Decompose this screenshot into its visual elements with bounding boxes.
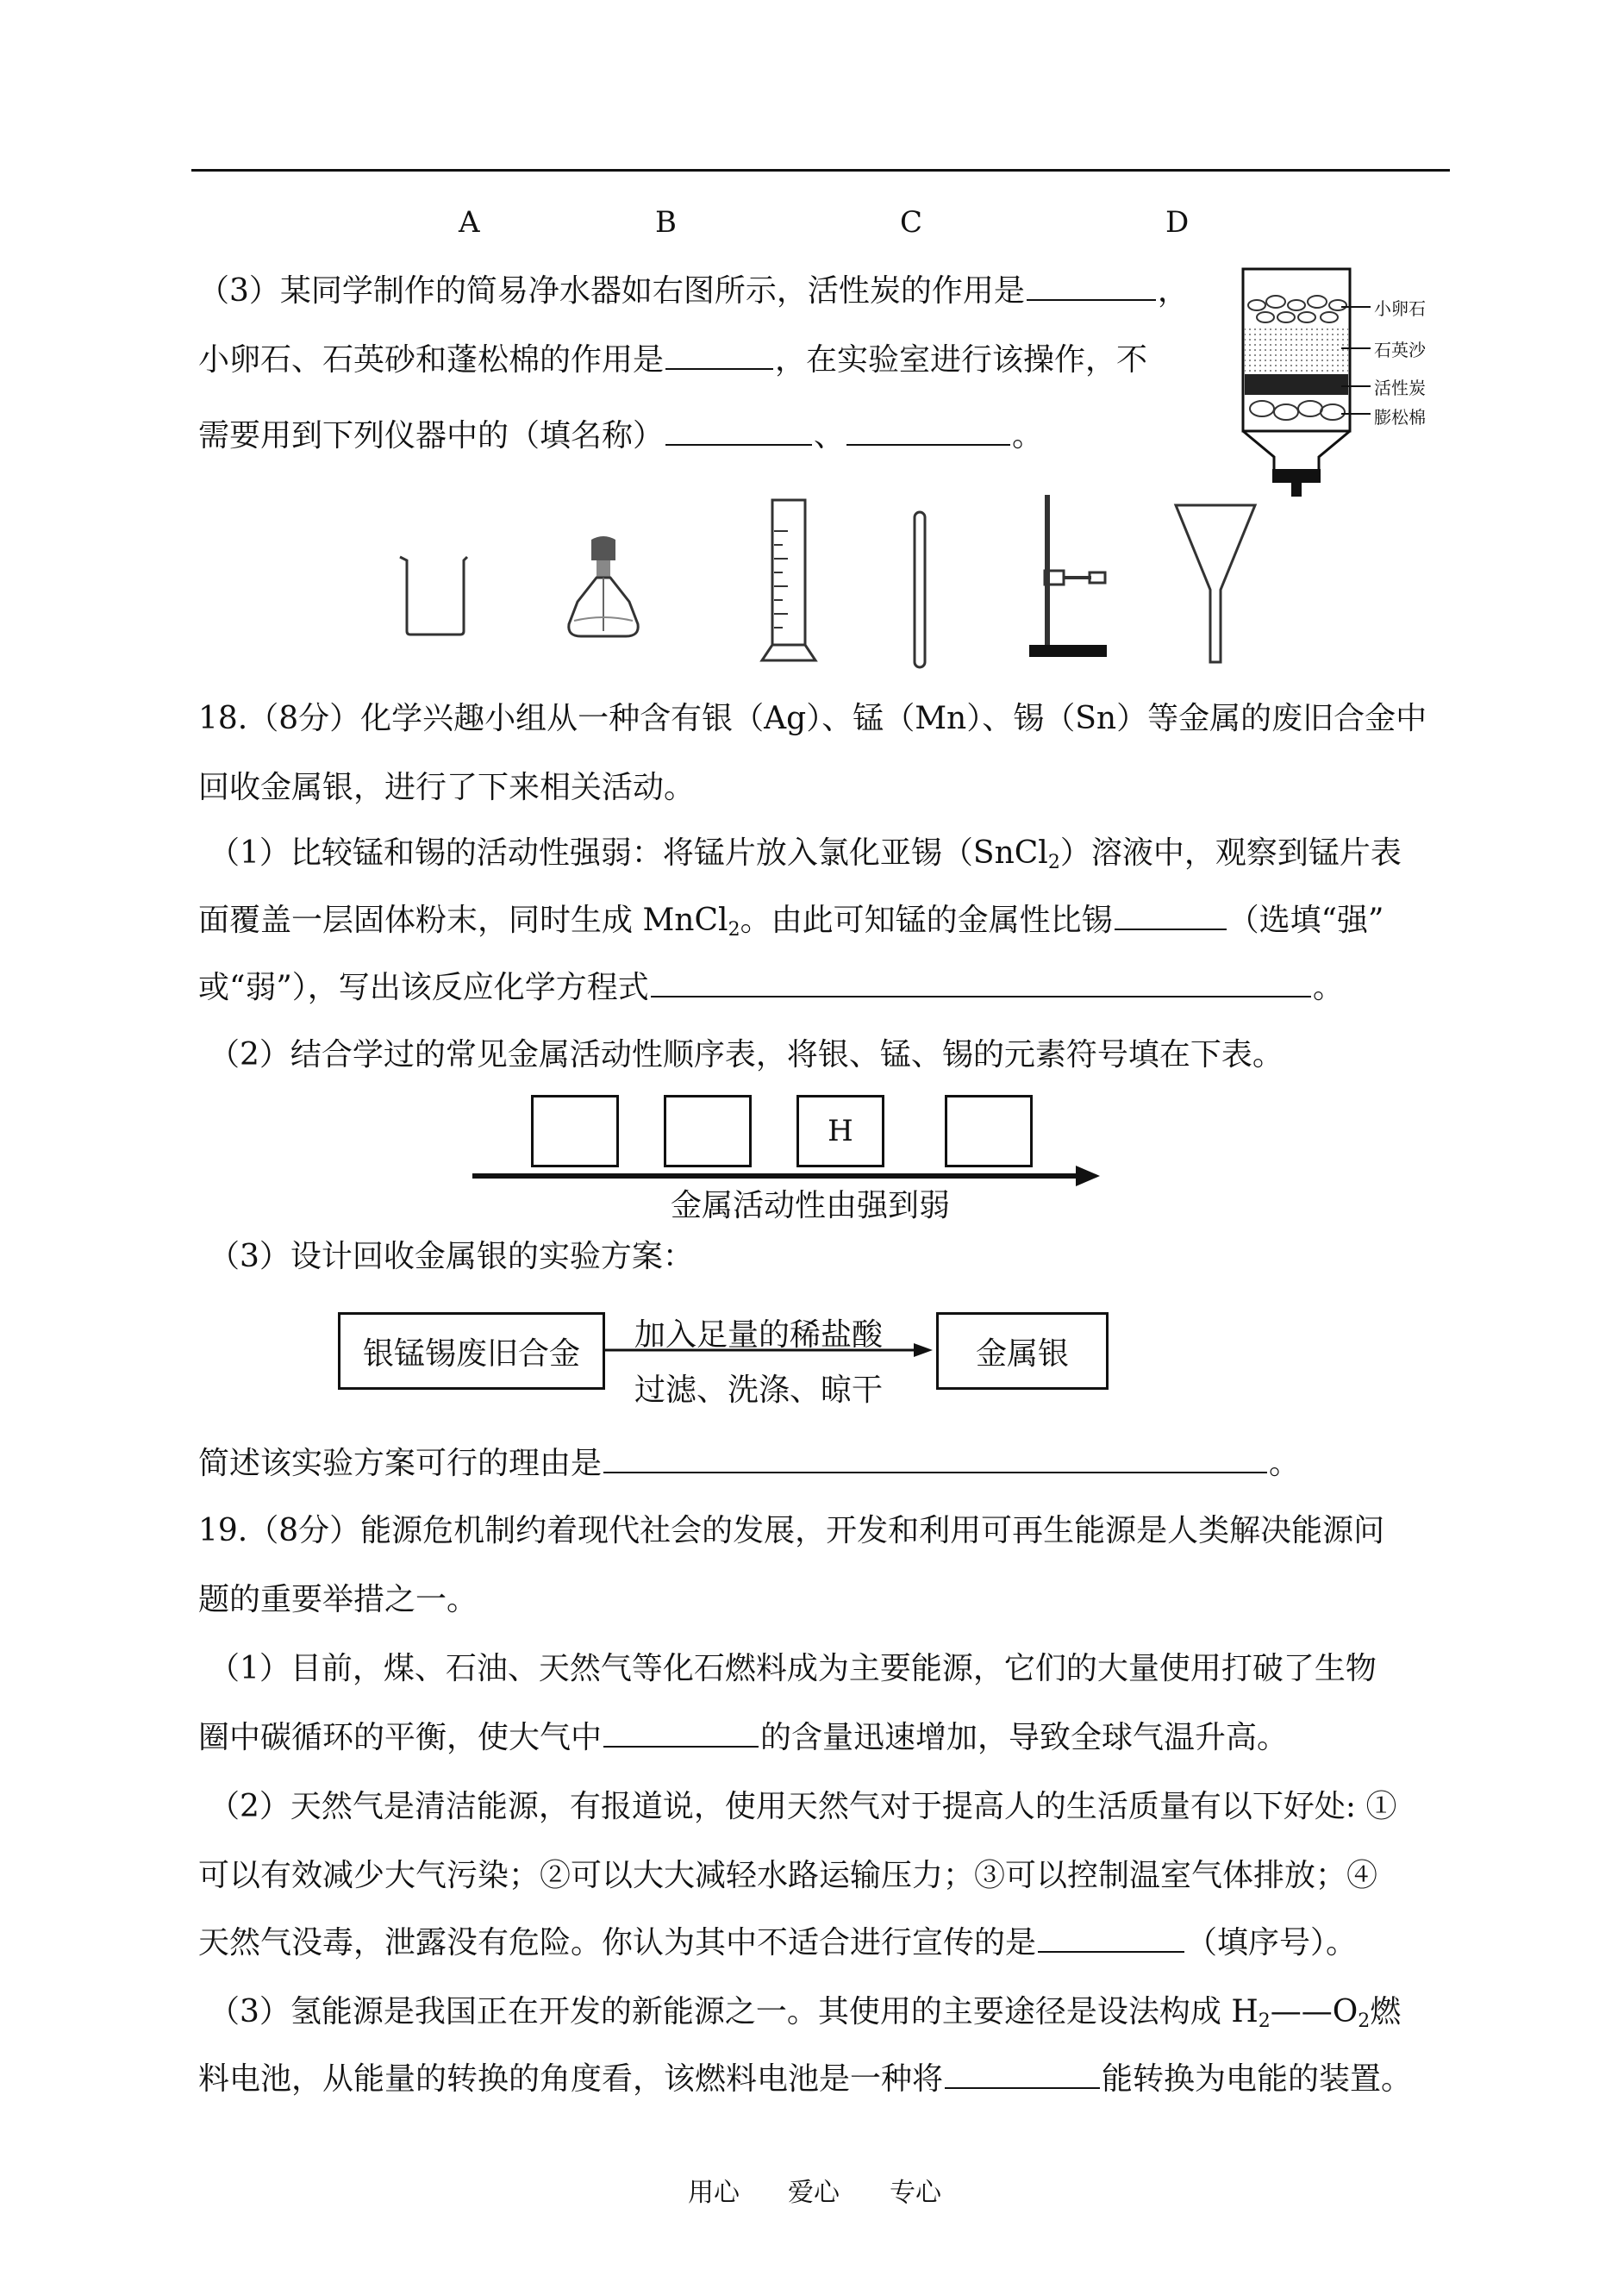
answer-blank[interactable] (651, 970, 1311, 997)
option-c: C (900, 205, 923, 240)
answer-blank[interactable] (846, 418, 1010, 446)
q19-part2-line-2: 可以有效减少大气污染；②可以大大减轻水路运输压力；③可以控制温室气体排放；④ (198, 1858, 1378, 1893)
flow-step-bottom: 过滤、洗涤、晾干 (634, 1373, 884, 1408)
q19-part3-line-1: （3）氢能源是我国正在开发的新能源之一。其使用的主要途径是设法构成 $H_2——O_2$燃 (209, 1994, 1402, 2032)
q17-line-1: （3）某同学制作的简易净水器如右图所示，活性炭的作用是 ， (198, 273, 1189, 309)
answer-blank[interactable] (1115, 903, 1227, 930)
option-d: D (1165, 205, 1190, 240)
iron-stand-icon (1027, 491, 1114, 667)
q18-reason: 简述该实验方案可行的理由是 。 (198, 1446, 1301, 1481)
answer-blank[interactable] (603, 1446, 1267, 1473)
flow-arrow (605, 1341, 934, 1362)
filter-label-sand: 石英沙 (1374, 340, 1426, 360)
q18-line-2: 回收金属银，进行了下来相关活动。 (198, 770, 696, 805)
glass-rod-icon (907, 509, 933, 676)
footer-text-3: 专心 (890, 2178, 941, 2208)
activity-box-h: H (796, 1095, 884, 1167)
answer-blank[interactable] (1038, 1925, 1184, 1953)
q18-part1-line-1: （1）比较锰和锡的活动性强弱：将锰片放入氯化亚锡（SnCl$_2$）溶液中，观察到锰片表 (209, 835, 1402, 873)
answer-blank[interactable] (1027, 273, 1156, 301)
flow-step-top: 加入足量的稀盐酸 (634, 1317, 884, 1353)
q17-line-2: 小卵石、石英砂和蓬松棉的作用是 ，在实验室进行该操作，不 (198, 342, 1148, 378)
q19-line-2: 题的重要举措之一。 (198, 1582, 478, 1617)
q17-line-3: 需要用到下列仪器中的（填名称） 、 。 (198, 418, 1044, 453)
footer-text-1: 用心 (688, 2178, 740, 2208)
activity-box-1[interactable] (531, 1095, 619, 1167)
graduated-cylinder-icon (759, 497, 819, 669)
activity-box-4[interactable] (945, 1095, 1033, 1167)
activity-caption: 金属活动性由强到弱 (671, 1188, 951, 1223)
option-b: B (655, 205, 677, 240)
answer-blank[interactable] (945, 2061, 1100, 2089)
filter-label-carbon: 活性炭 (1374, 378, 1426, 398)
alcohol-lamp-icon (560, 535, 646, 643)
top-rule (191, 169, 1450, 172)
q19-part1-line-2: 圈中碳循环的平衡，使大气中 的含量迅速增加，导致全球气温升高。 (198, 1720, 1289, 1755)
q19-part2-line-3: 天然气没毒，泄露没有危险。你认为其中不适合进行宣传的是 （填序号）。 (198, 1925, 1358, 1960)
filter-label-pebble: 小卵石 (1374, 298, 1426, 319)
q19-part2-line-1: （2）天然气是清洁能源，有报道说，使用天然气对于提高人的生活质量有以下好处: ① (209, 1789, 1397, 1824)
q18-line-1: 18.（8分）化学兴趣小组从一种含有银（Ag）、锰（Mn）、锡（Sn）等金属的废旧合金中 (198, 701, 1427, 736)
answer-blank[interactable] (665, 342, 773, 370)
option-a: A (459, 205, 480, 240)
funnel-icon (1172, 500, 1259, 672)
answer-blank[interactable] (603, 1720, 759, 1748)
q19-part3-line-2: 料电池，从能量的转换的角度看，该燃料电池是一种将 能转换为电能的装置。 (198, 2061, 1413, 2097)
filter-label-cotton: 膨松棉 (1374, 407, 1426, 428)
flow-end-box: 金属银 (936, 1312, 1109, 1390)
q18-part1-line-3: 或“弱”），写出该反应化学方程式 。 (198, 970, 1344, 1005)
flow-start-box: 银锰锡废旧合金 (338, 1312, 605, 1390)
q19-part1-line-1: （1）目前，煤、石油、天然气等化石燃料成为主要能源，它们的大量使用打破了生物 (209, 1651, 1377, 1686)
beaker-icon (395, 552, 472, 641)
footer-text-2: 爱心 (788, 2178, 840, 2208)
q18-part1-line-2: 面覆盖一层固体粉末，同时生成 MnCl$_2$。由此可知锰的金属性比锡 （选填“强” (198, 903, 1384, 941)
answer-blank[interactable] (665, 418, 812, 446)
activity-box-2[interactable] (664, 1095, 752, 1167)
q18-part2: （2）结合学过的常见金属活动性顺序表，将银、锰、锡的元素符号填在下表。 (209, 1037, 1284, 1072)
q18-part3: （3）设计回收金属银的实验方案： (209, 1239, 694, 1274)
q19-line-1: 19.（8分）能源危机制约着现代社会的发展，开发和利用可再生能源是人类解决能源问 (198, 1513, 1385, 1548)
